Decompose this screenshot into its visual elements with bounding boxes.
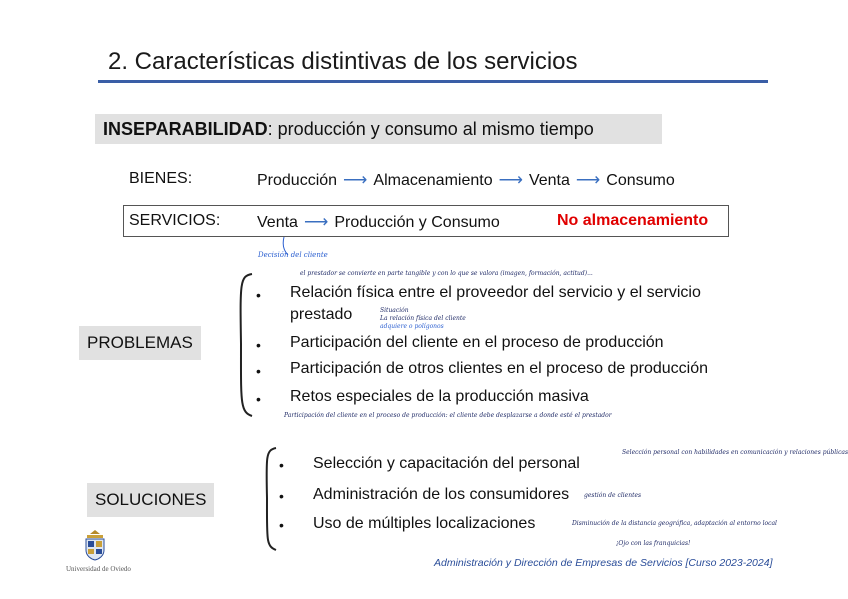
soluciones-brace <box>258 446 280 552</box>
problema-item: Participación del cliente en el proceso de producción <box>290 334 664 351</box>
bienes-step: Venta <box>528 172 570 189</box>
servicios-flow <box>257 212 500 232</box>
bullet: • <box>279 488 284 504</box>
handwritten-decision: Decisión del cliente <box>258 251 328 259</box>
bullet: • <box>256 287 261 303</box>
bienes-step: Producción <box>257 172 338 189</box>
problema-item: Retos especiales de la producción masiva <box>290 388 589 405</box>
handwritten-note: Disminución de la distancia geográfica, adaptación al entorno local <box>572 520 777 527</box>
bienes-step: Consumo <box>606 172 675 189</box>
handwritten-arrow <box>276 235 296 257</box>
bullet: • <box>256 391 261 407</box>
handwritten-note: ¡Ojo con las franquicias! <box>616 540 691 547</box>
handwritten-note: Participación del cliente en el proceso de producción: el cliente debe desplazarse a donde esté el prestador <box>284 412 612 419</box>
handwritten-note: Situación <box>380 307 409 314</box>
problema-item: prestado <box>290 306 353 323</box>
handwritten-note: Selección personal con habilidades en comunicación y relaciones públicas <box>622 449 848 456</box>
bullet: • <box>279 457 284 473</box>
university-crest-icon <box>78 528 112 562</box>
inseparabilidad-definition: : producción y consumo al mismo tiempo <box>267 119 594 139</box>
soluciones-label: SOLUCIONES <box>87 483 214 517</box>
arrow-right-icon: ⟶ <box>498 170 523 189</box>
bienes-label: BIENES: <box>129 170 193 187</box>
problemas-label: PROBLEMAS <box>79 326 201 360</box>
solucion-item: Administración de los consumidores <box>313 486 570 503</box>
servicios-step: Venta <box>257 214 298 231</box>
handwritten-note: gestión de clientes <box>584 492 642 499</box>
bullet: • <box>256 363 261 379</box>
arrow-right-icon: ⟶ <box>343 170 368 189</box>
inseparabilidad-banner <box>95 114 662 144</box>
servicios-step: Producción y Consumo <box>334 214 500 231</box>
title-underline <box>98 80 768 83</box>
arrow-right-icon: ⟶ <box>303 212 329 231</box>
footer-course: Administración y Dirección de Empresas de Servicios [Curso 2023-2024] <box>434 557 773 569</box>
problema-item: Relación física entre el proveedor del servicio y el servicio <box>290 284 701 301</box>
solucion-item: Selección y capacitación del personal <box>313 455 580 472</box>
servicios-label: SERVICIOS: <box>129 212 221 229</box>
problema-item: Participación de otros clientes en el proceso de producción <box>290 360 709 377</box>
problemas-brace <box>232 272 256 418</box>
handwritten-note: adquiere o polígonos <box>380 323 444 330</box>
arrow-right-icon: ⟶ <box>575 170 601 189</box>
bienes-flow <box>257 170 675 190</box>
handwritten-note: La relación física del cliente <box>380 315 466 322</box>
solucion-item: Uso de múltiples localizaciones <box>313 515 536 532</box>
bullet: • <box>256 337 261 353</box>
university-name: Universidad de Oviedo <box>66 565 131 573</box>
slide-title: 2. Características distintivas de los servicios <box>108 48 578 75</box>
bienes-step: Almacenamiento <box>373 172 493 189</box>
no-almacenamiento-note: No almacenamiento <box>557 212 709 229</box>
handwritten-note: el prestador se convierte en parte tangible y con lo que se valora (imagen, formación, actitud)... <box>300 270 593 277</box>
bullet: • <box>279 517 284 533</box>
inseparabilidad-label: INSEPARABILIDAD <box>103 119 268 139</box>
